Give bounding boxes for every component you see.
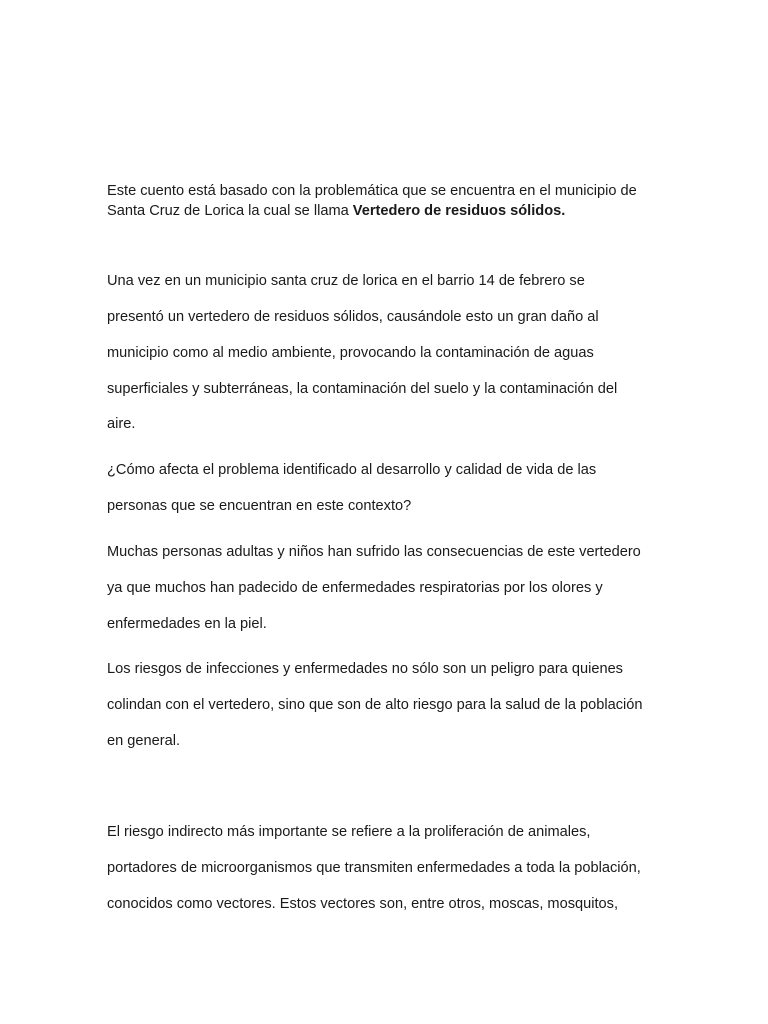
indirect-risk-line-3: conocidos como vectores. Estos vectores son, entre otros, moscas, mosquitos, [107, 896, 619, 912]
story-line-4: superficiales y subterráneas, la contaminación del suelo y la contaminación del [107, 381, 618, 397]
story-line-1: Una vez en un municipio santa cruz de lorica en el barrio 14 de febrero se [107, 273, 585, 289]
intro-title-bold: Vertedero de residuos sólidos. [352, 203, 566, 219]
story-line-5: aire. [107, 416, 136, 432]
story-line-2: presentó un vertedero de residuos sólidos, causándole esto un gran daño al [107, 309, 599, 325]
indirect-risk-line-2: portadores de microorganismos que transmiten enfermedades a toda la población, [107, 860, 641, 876]
risks-line-3: en general. [107, 733, 181, 749]
answer-line-2: ya que muchos han padecido de enfermedades respiratorias por los olores y [107, 580, 603, 596]
indirect-risk-line-1: El riesgo indirecto más importante se refiere a la proliferación de animales, [107, 824, 591, 840]
intro-line-2 [107, 202, 565, 220]
question-line-2: personas que se encuentran en este contexto? [107, 498, 412, 514]
intro-line-1: Este cuento está basado con la problemática que se encuentra en el municipio de [107, 183, 637, 199]
intro-line-2-text: Santa Cruz de Lorica la cual se llama [107, 203, 353, 219]
answer-line-3: enfermedades en la piel. [107, 616, 267, 632]
question-line-1: ¿Cómo afecta el problema identificado al desarrollo y calidad de vida de las [107, 462, 597, 478]
risks-line-2: colindan con el vertedero, sino que son de alto riesgo para la salud de la población [107, 697, 643, 713]
answer-line-1: Muchas personas adultas y niños han sufrido las consecuencias de este vertedero [107, 544, 641, 560]
story-line-3: municipio como al medio ambiente, provocando la contaminación de aguas [107, 345, 594, 361]
risks-line-1: Los riesgos de infecciones y enfermedades no sólo son un peligro para quienes [107, 661, 623, 677]
